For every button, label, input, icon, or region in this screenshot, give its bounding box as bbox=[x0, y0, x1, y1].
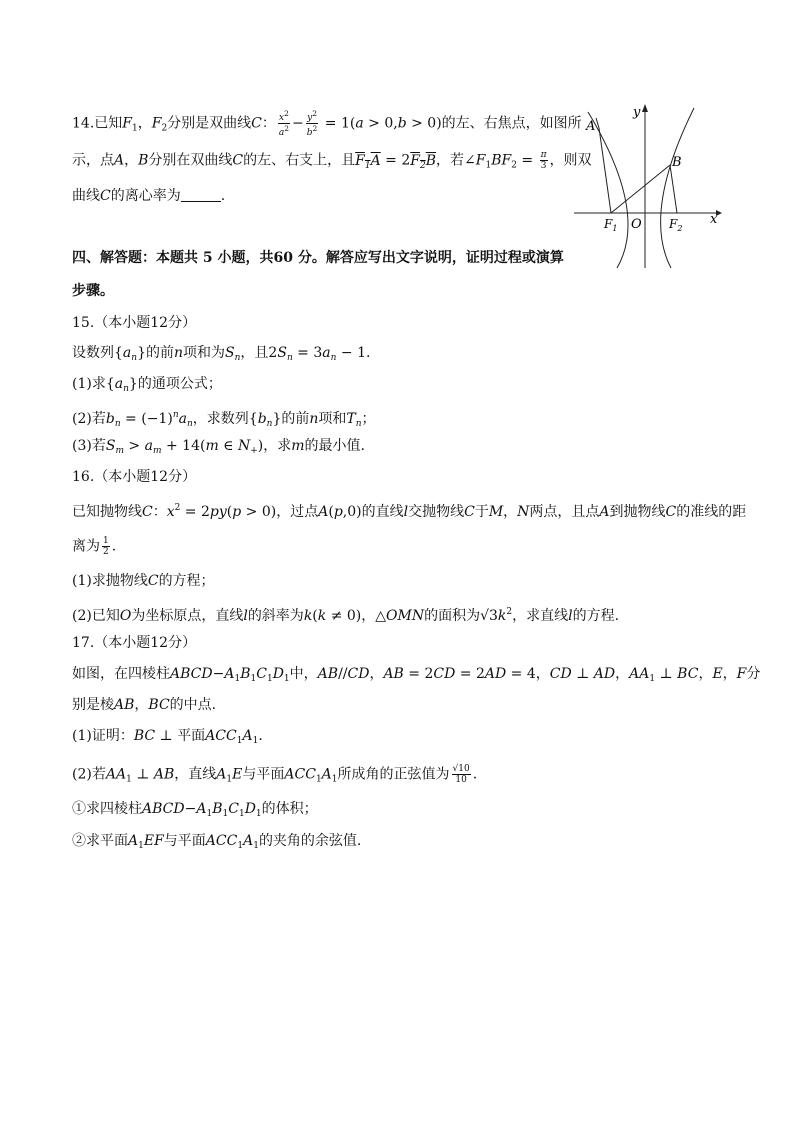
segment-B-F2 bbox=[670, 165, 677, 213]
q14-line-1: 14.已知$F_1$，$F_2$分别是双曲线C： $\frac{x^2}{a^2}$ − $\frac{y^2}{b^2}$ = 1(a > 0,b > 0)的左、右焦点，如图所 bbox=[72, 109, 582, 138]
fraction: $\frac{√10}{10}$ bbox=[452, 764, 470, 785]
section-4-heading-cont: 步骤。 bbox=[72, 283, 114, 299]
label-y: y bbox=[633, 105, 641, 120]
q16-header: 16.（本小题12分） bbox=[72, 469, 197, 485]
fraction: $\frac{\pi}{3}$ bbox=[540, 150, 547, 171]
q15-part-3: (3)若$S_m > a_m + 14(m$ ∈ $N_+$)，求m的最小值. bbox=[72, 438, 365, 456]
q15-part-2: (2)若$b_n = (-1)^na_n$，求数列$\{b_n\}$的前n项和$T_n$； bbox=[72, 410, 376, 429]
label-B: B bbox=[672, 155, 682, 170]
hyperbola-figure bbox=[570, 100, 730, 272]
fraction: $\frac{y^2}{b^2}$ bbox=[306, 109, 318, 138]
fraction: $\frac{1}{2}$ bbox=[103, 536, 109, 557]
q14-line-2: 示，点A，B分别在双曲线C的左、右支上，且$F_1A = 2F_2B$，若$\angle F_1BF_2$ = $\frac{\pi}{3}$ ，则双 bbox=[72, 150, 592, 171]
segment-F1-A bbox=[599, 128, 611, 213]
hyperbola-right-branch bbox=[661, 108, 694, 268]
q16-intro: 已知抛物线C：$x^2 = 2py(p > 0)$，过点A(p,0)的直线l交抛物线C于M，N两点，且点A到抛物线C的准线的距 bbox=[72, 503, 747, 520]
label-F1: $F_1$ bbox=[604, 217, 618, 233]
q17-sub-2: ②求平面$A_1EF$与平面$ACC_1A_1$的夹角的余弦值. bbox=[72, 833, 362, 851]
q16-part-1: (1)求抛物线C的方程； bbox=[72, 573, 215, 589]
label-x: x bbox=[710, 212, 718, 227]
q15-header: 15.（本小题12分） bbox=[72, 315, 197, 331]
label-F2: $F_2$ bbox=[669, 217, 683, 233]
q17-intro-cont: 别是棱AB，BC的中点. bbox=[72, 697, 217, 713]
q16-part-2: (2)已知O为坐标原点，直线l的斜率为k(k ≠ 0)，△OMN的面积为$√3k^2$，求直线l的方程. bbox=[72, 607, 620, 624]
q17-intro: 如图，在四棱柱$ABCD-A_1B_1C_1D_1$中，AB//CD，AB = 2CD = 2AD = 4，CD ⊥ AD，$AA_1$ ⊥ BC，E，F分 bbox=[72, 666, 761, 684]
q15-intro: 设数列$\{a_n\}$的前n项和为$S_n$，且$2S_n = 3a_n - 1$. bbox=[72, 345, 371, 363]
q16-intro-cont: 离为 $\frac{1}{2}$ . bbox=[72, 536, 117, 557]
fraction: $\frac{x^2}{a^2}$ bbox=[278, 109, 290, 138]
y-axis-arrow bbox=[642, 104, 648, 112]
q17-header: 17.（本小题12分） bbox=[72, 635, 197, 651]
label-O: O bbox=[631, 217, 642, 232]
q17-part-2: (2)若$AA_1$ ⊥ AB，直线$A_1E$与平面$ACC_1A_1$所成角的正弦值为 $\frac{√10}{10}$ . bbox=[72, 764, 478, 785]
section-4-heading: 四、解答题：本题共 5 小题，共60 分。解答应写出文字说明，证明过程或演算 bbox=[72, 250, 564, 266]
q17-sub-1: ①求四棱柱$ABCD-A_1B_1C_1D_1$的体积； bbox=[72, 801, 318, 819]
answer-blank bbox=[181, 189, 221, 202]
label-A: A bbox=[586, 119, 596, 134]
q17-part-1: (1)证明：BC ⊥ 平面$ACC_1A_1$. bbox=[72, 728, 263, 746]
q14-number: 14. bbox=[72, 115, 95, 132]
q14-line-3: 曲线C的离心率为 . bbox=[72, 188, 226, 204]
q15-part-1: (1)求$\{a_n\}$的通项公式； bbox=[72, 376, 222, 394]
